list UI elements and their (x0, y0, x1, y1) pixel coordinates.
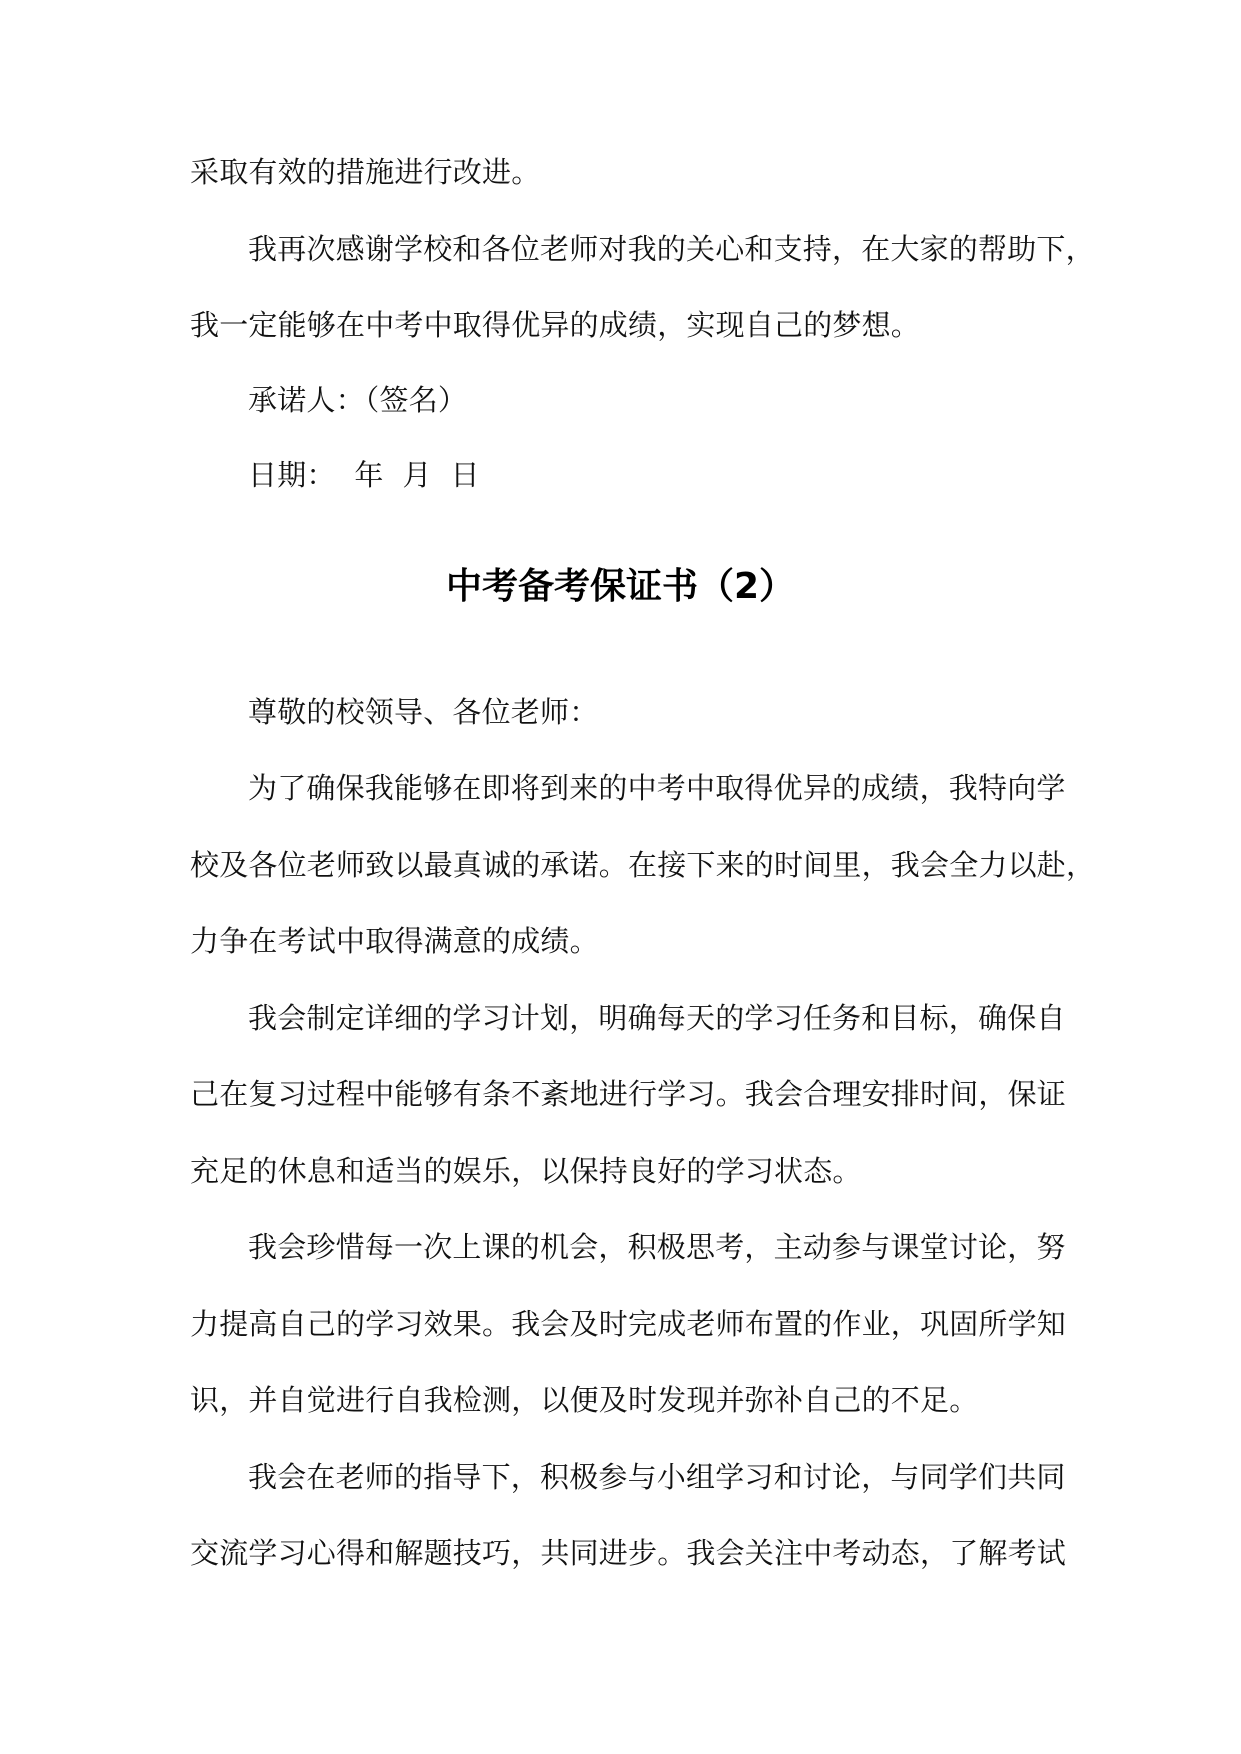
paragraph-line: 力争在考试中取得满意的成绩。 (190, 924, 599, 958)
paragraph-line: 采取有效的措施进行改进。 (190, 155, 541, 189)
document-title: 中考备考保证书（2） (445, 566, 796, 607)
paragraph-line: 校及各位老师致以最真诚的承诺。在接下来的时间里，我会全力以赴， (190, 848, 1096, 882)
paragraph-line: 我一定能够在中考中取得优异的成绩，实现自己的梦想。 (190, 308, 921, 342)
paragraph-line: 我会珍惜每一次上课的机会，积极思考，主动参与课堂讨论，努 (248, 1230, 1066, 1264)
paragraph-line: 充足的休息和适当的娱乐，以保持良好的学习状态。 (190, 1154, 862, 1188)
paragraph-line: 我会在老师的指导下，积极参与小组学习和讨论，与同学们共同 (248, 1460, 1066, 1494)
paragraph-line: 我会制定详细的学习计划，明确每天的学习任务和目标，确保自 (248, 1001, 1066, 1035)
paragraph-line: 交流学习心得和解题技巧，共同进步。我会关注中考动态，了解考试 (190, 1536, 1067, 1570)
date-line: 日期： 年 月 日 (248, 458, 480, 492)
signature-line: 承诺人：（签名） (248, 383, 468, 417)
paragraph-line: 识，并自觉进行自我检测，以便及时发现并弥补自己的不足。 (190, 1383, 979, 1417)
paragraph-line: 我再次感谢学校和各位老师对我的关心和支持，在大家的帮助下， (248, 232, 1095, 266)
paragraph-line: 己在复习过程中能够有条不紊地进行学习。我会合理安排时间，保证 (190, 1077, 1067, 1111)
paragraph-line: 为了确保我能够在即将到来的中考中取得优异的成绩，我特向学 (248, 771, 1066, 805)
salutation: 尊敬的校领导、各位老师： (248, 695, 599, 729)
paragraph-line: 力提高自己的学习效果。我会及时完成老师布置的作业，巩固所学知 (190, 1307, 1067, 1341)
